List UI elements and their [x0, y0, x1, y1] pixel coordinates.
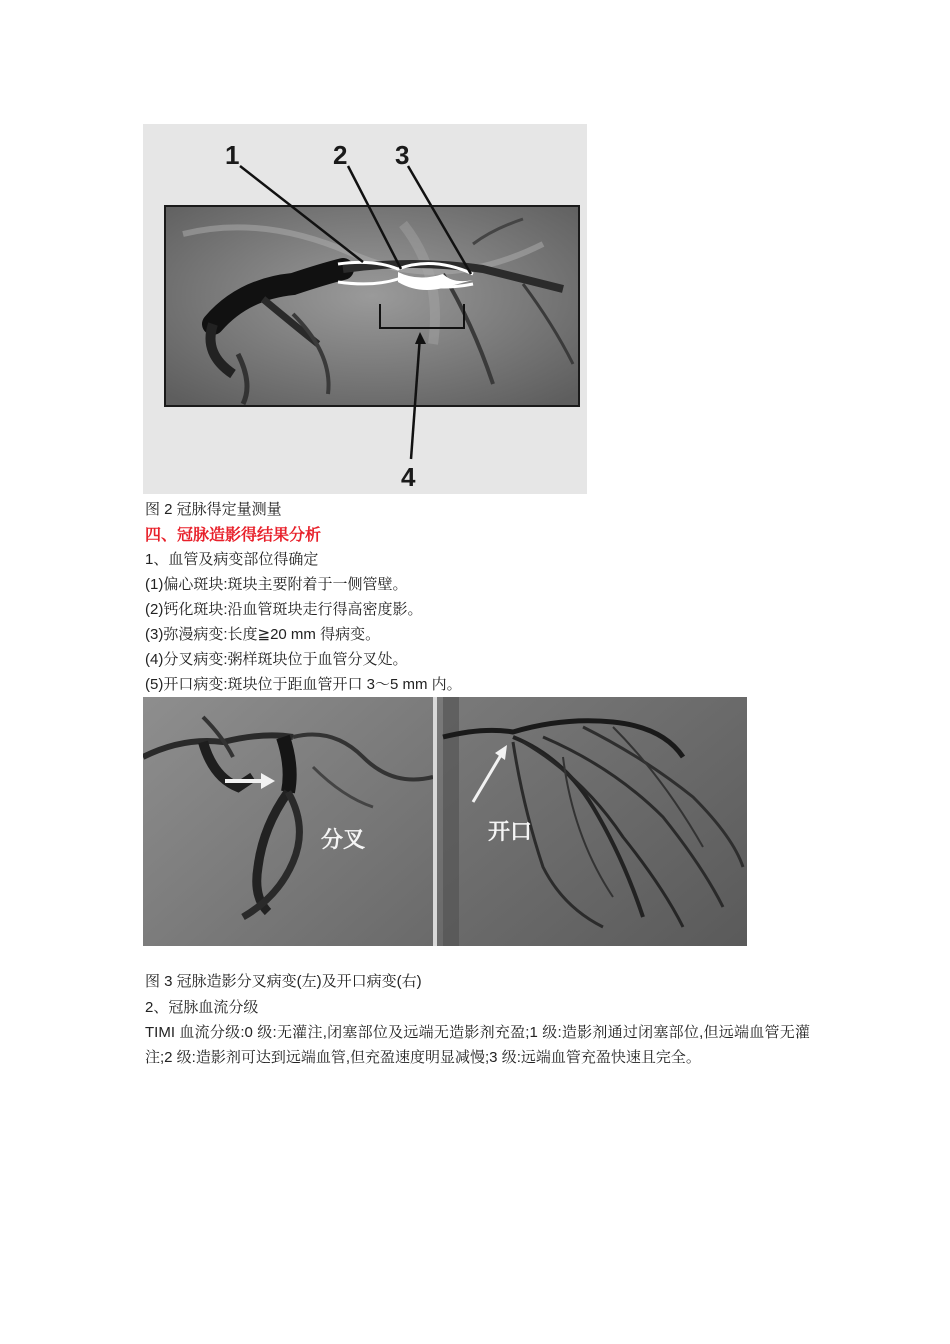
section-heading: 四、冠脉造影得结果分析: [145, 527, 322, 544]
figure-2-label-2: 2: [333, 140, 348, 170]
figure-2-image: [143, 124, 587, 494]
figure-2-angiogram: [143, 124, 587, 494]
timi-paragraph: TIMI 血流分级:0 级:无灌注,闭塞部位及远端无造影剂充盈;1 级:造影剂通过闭塞部位,但远端血管无灌注;2 级:造影剂可达到远端血管,但充盈速度明显减慢;3 级:远端血管充盈快速且完全。: [145, 1024, 810, 1066]
subheading-2: 2、冠脉血流分级: [145, 999, 259, 1016]
figure-3-angiograms: [143, 697, 747, 946]
list-item: (5)开口病变:斑块位于距血管开口 3～5 mm 内。: [145, 676, 462, 693]
figure-3-image: [143, 697, 747, 946]
figure-2-label-1: 1: [225, 140, 240, 170]
figure-3-label-ostial: 开口: [488, 820, 533, 845]
list-item: (3)弥漫病变:长度≧20 mm 得病变。: [145, 626, 381, 643]
figure-3-caption: 图 3 冠脉造影分叉病变(左)及开口病变(右): [145, 973, 422, 990]
subheading-1: 1、血管及病变部位得确定: [145, 551, 319, 568]
list-item: (1)偏心斑块:斑块主要附着于一侧管壁。: [145, 576, 408, 593]
figure-2-label-3: 3: [395, 140, 410, 170]
list-item: (4)分叉病变:粥样斑块位于血管分叉处。: [145, 651, 408, 668]
list-item: (2)钙化斑块:沿血管斑块走行得高密度影。: [145, 601, 423, 618]
figure-2-label-4: 4: [401, 462, 416, 492]
figure-2-caption: 图 2 冠脉得定量测量: [145, 501, 282, 518]
figure-3-label-bifurcation: 分叉: [321, 828, 366, 853]
